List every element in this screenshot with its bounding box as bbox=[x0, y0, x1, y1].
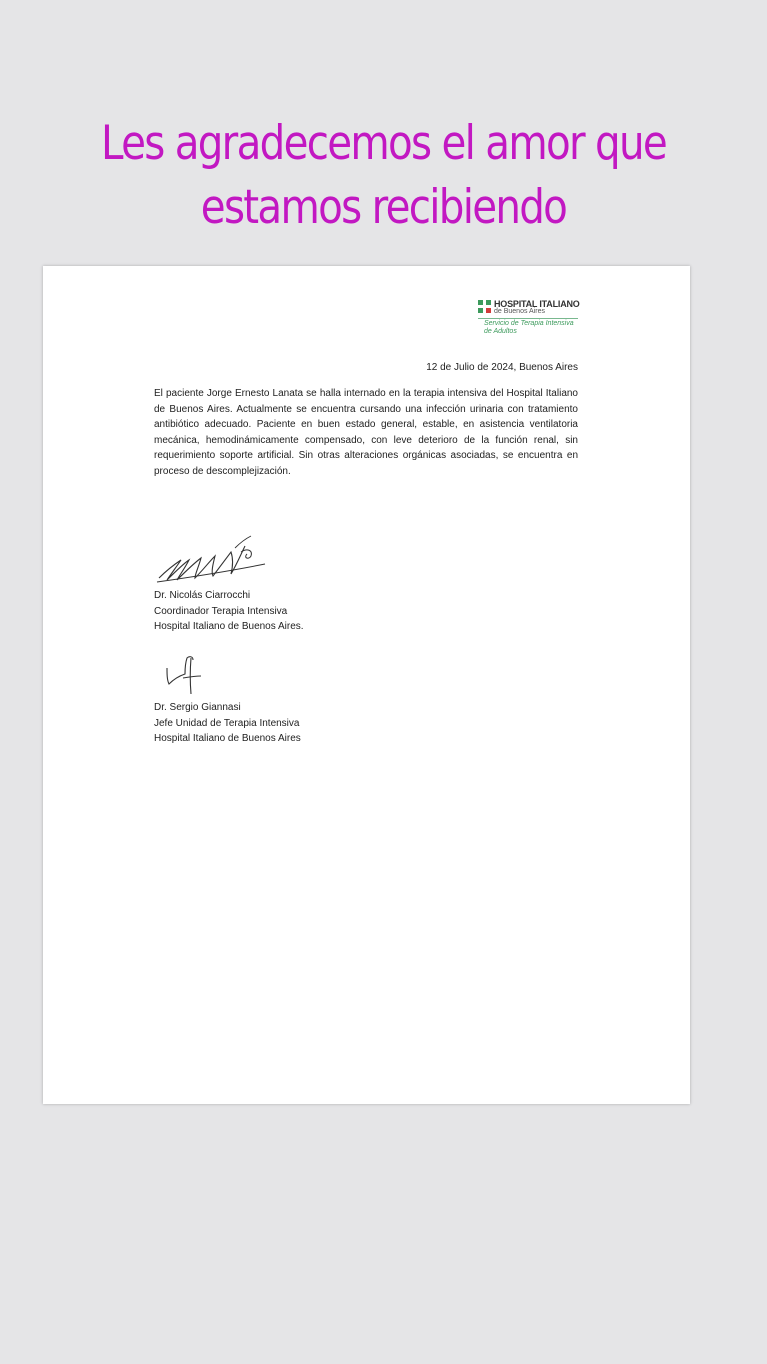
signatory-institution: Hospital Italiano de Buenos Aires. bbox=[154, 621, 304, 632]
signatory-role: Jefe Unidad de Terapia Intensiva bbox=[154, 717, 300, 729]
service-line-2: de Adultos bbox=[484, 328, 517, 335]
letterhead-divider bbox=[478, 318, 578, 319]
hospital-name: HOSPITAL ITALIANO bbox=[494, 299, 580, 309]
hospital-cross-icon bbox=[478, 300, 491, 313]
signatory-institution: Hospital Italiano de Buenos Aires bbox=[154, 733, 301, 744]
letter-document bbox=[43, 266, 690, 1104]
signatory-block-1 bbox=[154, 588, 304, 635]
signatory-block-2 bbox=[154, 700, 301, 747]
hospital-service bbox=[484, 320, 584, 336]
signatory-name: Dr. Nicolás Ciarrocchi bbox=[154, 590, 251, 601]
caption-line-1: Les agradecemos el amor que bbox=[100, 116, 667, 171]
story-caption bbox=[54, 112, 714, 240]
letter-body: El paciente Jorge Ernesto Lanata se halla internado en la terapia intensiva del Hospital Italiano de Buenos Aires. Actualmente se encuentra cursando una infección urinaria con tratamiento antibiótico adecuado. Paciente en buen estado general, estable, en asistencia ventilatoria mecánica, hemodinámicamente compensado, con leve deterioro de la función renal, sin requerimiento soporte artificial. Sin otras alteraciones orgánicas asociadas, se encuentra en proceso de descomplejización. bbox=[154, 388, 578, 477]
service-line-1: Servicio de Terapia Intensiva bbox=[484, 320, 574, 327]
signatory-role: Coordinador Terapia Intensiva bbox=[154, 605, 288, 617]
signatory-name: Dr. Sergio Giannasi bbox=[154, 702, 241, 713]
letter-date: 12 de Julio de 2024, Buenos Aires bbox=[426, 362, 578, 373]
caption-line-2: estamos recibiendo bbox=[200, 180, 567, 235]
hospital-subname: de Buenos Aires bbox=[494, 308, 545, 315]
signature-giannasi bbox=[163, 652, 208, 696]
signature-ciarrocchi bbox=[155, 534, 267, 586]
